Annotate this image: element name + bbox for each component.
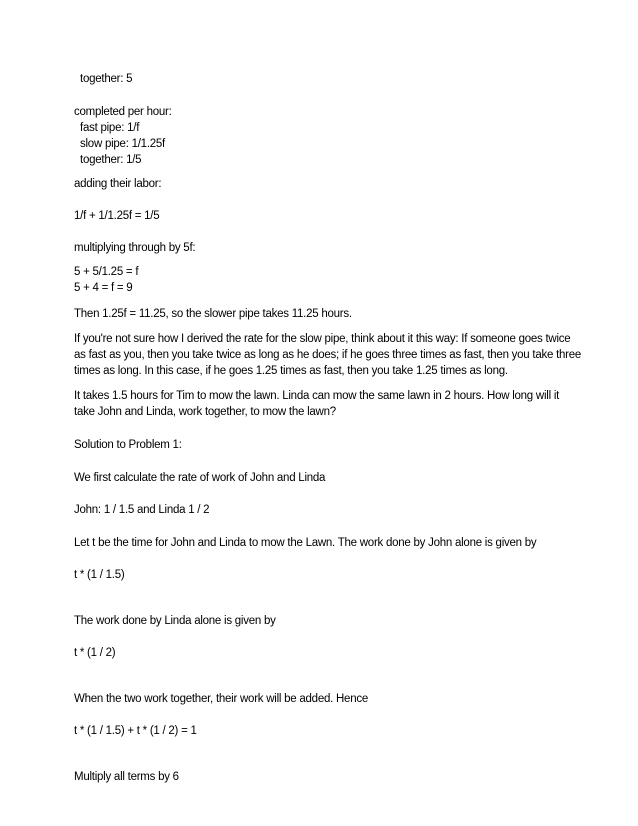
text-line: If you're not sure how I derived the rate for the slow pipe, think about it this way: If someone goes twice bbox=[74, 333, 571, 345]
text-line: When the two work together, their work will be added. Hence bbox=[74, 693, 368, 705]
text-line: Multiply all terms by 6 bbox=[74, 771, 179, 783]
text-line: t * (1 / 2) bbox=[74, 647, 116, 659]
text-line: John: 1 / 1.5 and Linda 1 / 2 bbox=[74, 504, 210, 516]
text-line: adding their labor: bbox=[74, 178, 162, 190]
text-line: as fast as you, then you take twice as long as he does; if he goes three times as fast, then you take three bbox=[74, 349, 582, 361]
text-line: fast pipe: 1/f bbox=[80, 122, 140, 134]
text-line: We first calculate the rate of work of John and Linda bbox=[74, 472, 326, 484]
text-line: It takes 1.5 hours for Tim to mow the lawn. Linda can mow the same lawn in 2 hours. How long will it bbox=[74, 390, 560, 402]
text-line: times as long. In this case, if he goes 1.25 times as fast, then you take 1.25 times as long. bbox=[74, 365, 508, 377]
text-line: t * (1 / 1.5) bbox=[74, 569, 125, 581]
text-line: completed per hour: bbox=[74, 106, 172, 118]
text-line: together: 5 bbox=[80, 73, 133, 85]
text-line: Then 1.25f = 11.25, so the slower pipe takes 11.25 hours. bbox=[74, 308, 352, 320]
text-line: 5 + 5/1.25 = f bbox=[74, 266, 139, 278]
text-line: together: 1/5 bbox=[80, 154, 142, 166]
text-line: 1/f + 1/1.25f = 1/5 bbox=[74, 210, 160, 222]
text-line: slow pipe: 1/1.25f bbox=[80, 138, 166, 150]
text-line: Let t be the time for John and Linda to mow the Lawn. The work done by John alone is given by bbox=[74, 537, 537, 549]
text-line: multiplying through by 5f: bbox=[74, 242, 196, 254]
text-line: take John and Linda, work together, to mow the lawn? bbox=[74, 406, 336, 418]
text-line: The work done by Linda alone is given by bbox=[74, 615, 276, 627]
text-line: Solution to Problem 1: bbox=[74, 439, 182, 451]
text-line: t * (1 / 1.5) + t * (1 / 2) = 1 bbox=[74, 725, 197, 737]
text-line: 5 + 4 = f = 9 bbox=[74, 282, 133, 294]
